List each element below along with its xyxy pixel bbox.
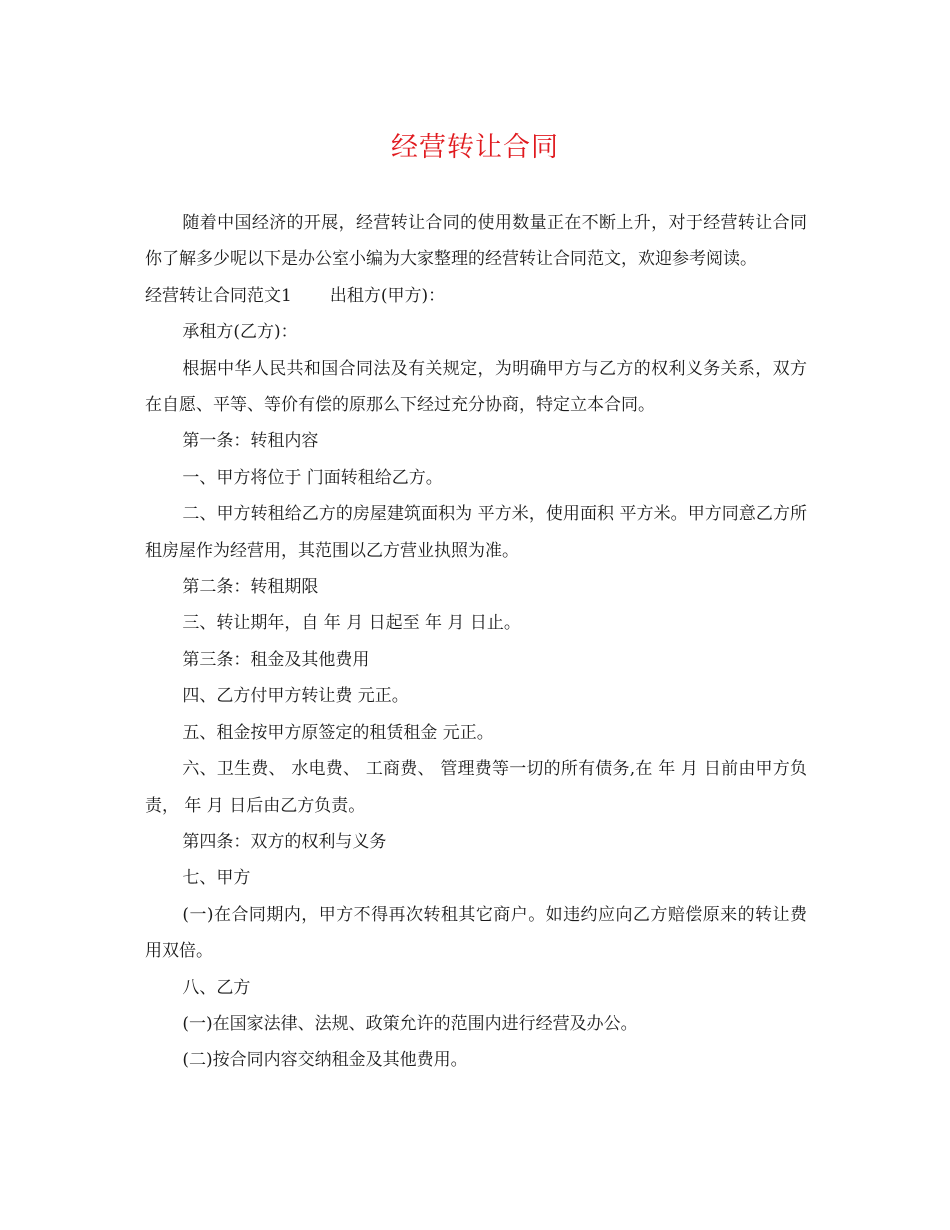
- clause-5: 五、租金按甲方原签定的租赁租金 元正。: [182, 722, 494, 743]
- clause-7-1: (一)在合同期内，甲方不得再次转租其它商户。如违约应向乙方赔偿原来的转让费用双倍。: [145, 904, 807, 962]
- party-a-label: 出租方(甲方)：: [329, 285, 446, 306]
- clause-6: 六、卫生费、 水电费、 工商费、 管理费等一切的所有债务,在 年 月 日前由甲方负责， 年 月 日后由乙方负责。: [145, 759, 807, 816]
- article-1-title: 第一条：转租内容: [182, 431, 319, 452]
- document-title: 经营转让合同: [391, 132, 559, 163]
- clause-3: 三、转让期年，自 年 月 日起至 年 月 日止。: [182, 613, 521, 634]
- clause-8-1: (一)在国家法律、法规、政策允许的范围内进行经营及办公。: [182, 1013, 638, 1034]
- article-3-title: 第三条：租金及其他费用: [182, 649, 370, 670]
- document-body: [145, 205, 807, 1079]
- clause-7: 七、甲方: [182, 868, 251, 889]
- clause-8-2: (二)按合同内容交纳租金及其他费用。: [182, 1050, 468, 1071]
- article-2-title: 第二条：转租期限: [182, 577, 319, 598]
- clause-1: 一、甲方将位于 门面转租给乙方。: [182, 467, 443, 488]
- article-4-title: 第四条：双方的权利与义务: [182, 831, 387, 852]
- preamble-paragraph: 根据中华人民共和国合同法及有关规定，为明确甲方与乙方的权利义务关系，双方在自愿、平等、等价有偿的原那么下经过充分协商，特定立本合同。: [145, 358, 807, 416]
- sample-heading: 经营转让合同范文1: [145, 285, 292, 306]
- party-b-label: 承租方(乙方)：: [182, 322, 298, 343]
- clause-2: 二、甲方转租给乙方的房屋建筑面积为 平方米，使用面积 平方米。甲方同意乙方所租房屋作为经营用，其范围以乙方营业执照为准。: [145, 504, 807, 561]
- clause-8: 八、乙方: [182, 977, 251, 998]
- sample-heading-line: [145, 278, 807, 314]
- intro-paragraph: 随着中国经济的开展，经营转让合同的使用数量正在不断上升，对于经营转让合同你了解多少呢以下是办公室小编为大家整理的经营转让合同范文，欢迎参考阅读。: [145, 213, 807, 270]
- clause-4: 四、乙方付甲方转让费 元正。: [182, 686, 409, 707]
